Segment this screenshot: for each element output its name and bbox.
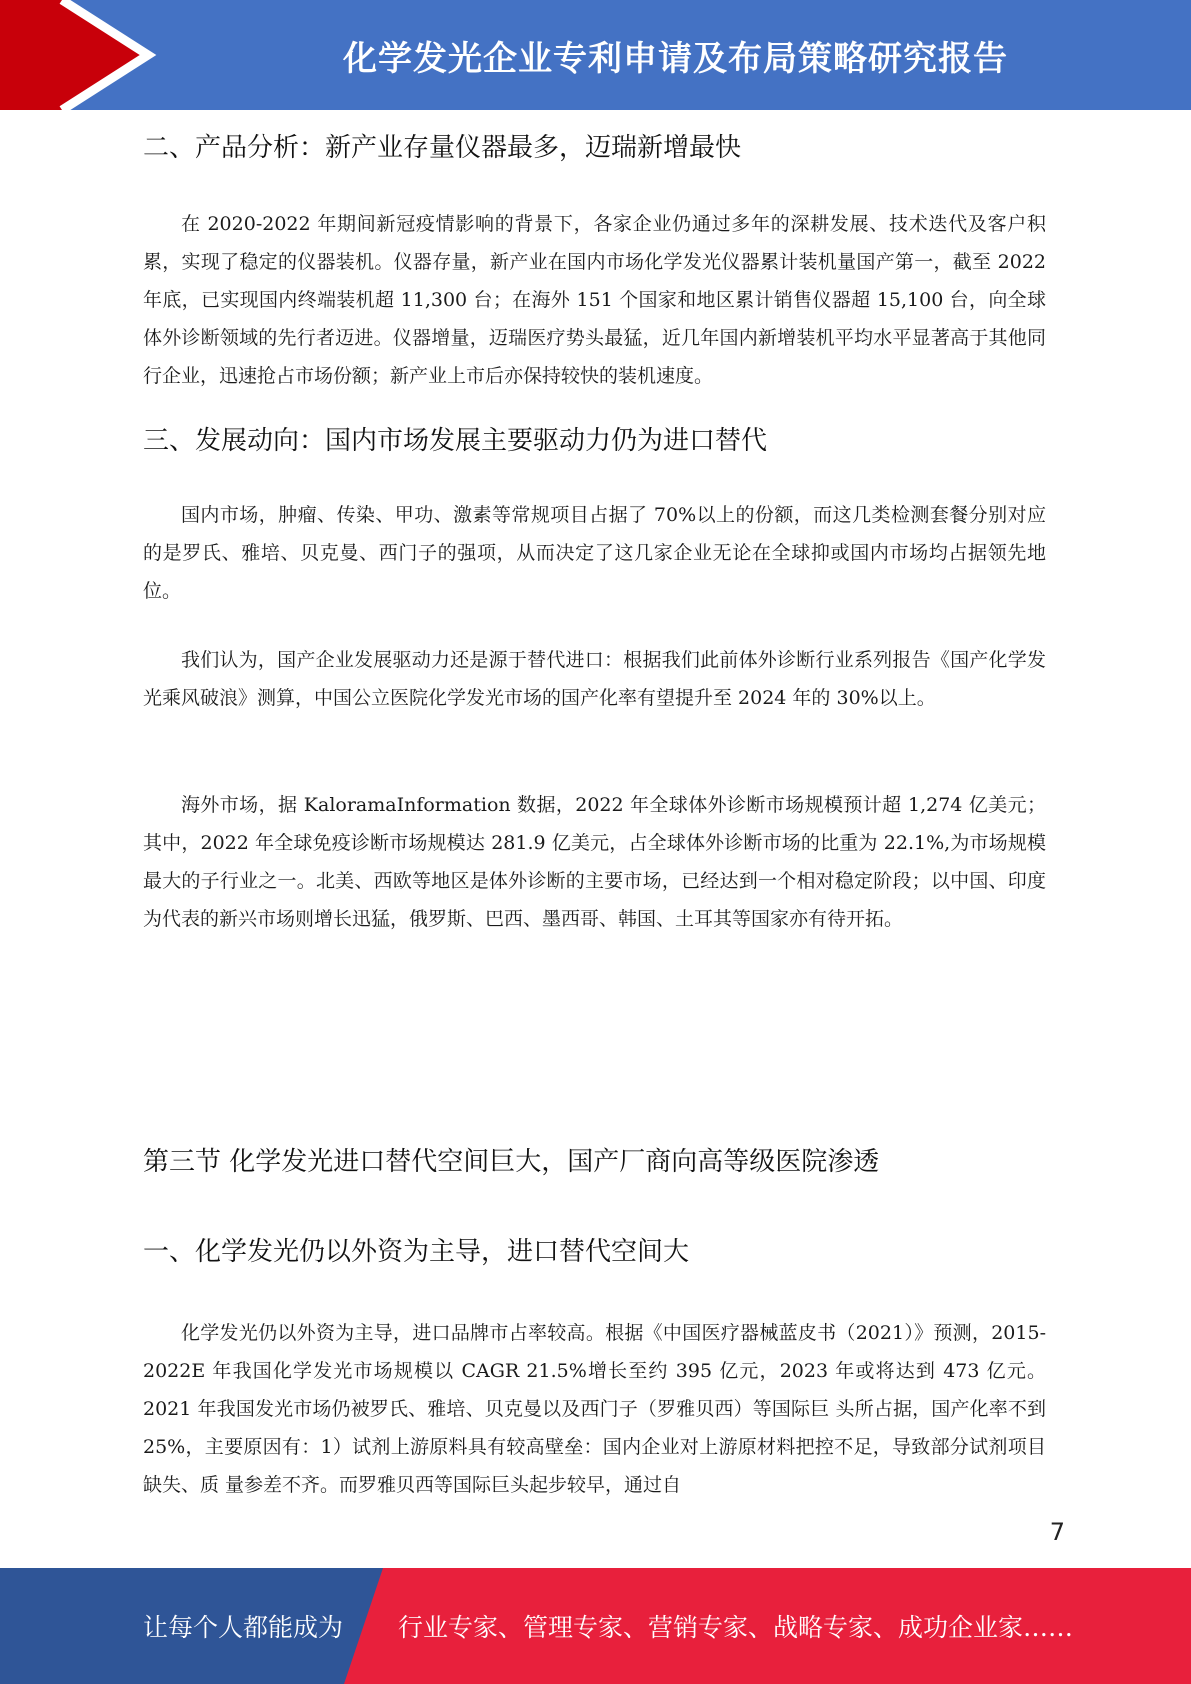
footer-slogan-right: 行业专家、管理专家、营销专家、战略专家、成功企业家…… <box>398 1613 1074 1642</box>
page-number: 7 <box>1049 1518 1065 1546</box>
paragraph: 我们认为，国产企业发展驱动力还是源于替代进口：根据我们此前体外诊断行业系列报告《国产化学发光乘风破浪》测算，中国公立医院化学发光市场的国产化率有望提升至 2024 年的 30%以上。 <box>143 649 1046 709</box>
footer-slogan-left: 让每个人都能成为 <box>143 1613 344 1642</box>
red-arrow-emblem <box>0 0 170 110</box>
section-body-development-trend-2 <box>143 641 1046 717</box>
paragraph: 国内市场，肿瘤、传染、甲功、激素等常规项目占据了 70%以上的份额，而这几类检测套餐分别对应的是罗氏、雅培、贝克曼、西门子的强项，从而决定了这几家企业无论在全球抑或国内市场均占据领先地位。 <box>143 504 1046 602</box>
section-body-development-trend <box>143 496 1046 610</box>
paragraph: 在 2020-2022 年期间新冠疫情影响的背景下，各家企业仍通过多年的深耕发展、技术迭代及客户积累，实现了稳定的仪器装机。仪器存量，新产业在国内市场化学发光仪器累计装机量国产第一，截至 2022 年底，已实现国内终端装机超 11,300 台；在海外 151 个国家和地区累计销售仪器超 15,100 台，向全球体外诊断领域的先行者迈进。仪器增量，迈瑞医疗势头最猛，近几年国内新增装机平均水平显著高于其他同行企业，迅速抢占市场份额；新产业上市后亦保持较快的装机速度。 <box>143 213 1046 387</box>
paragraph: 海外市场，据 KaloramaInformation 数据，2022 年全球体外诊断市场规模预计超 1,274 亿美元；其中，2022 年全球免疫诊断市场规模达 281.9 亿美元，占全球体外诊断市场的比重为 22.1%,为市场规模最大的子行业之一。北美、西欧等地区是体外诊断的主要市场，已经达到一个相对稳定阶段；以中国、印度为代表的新兴市场则增长迅猛，俄罗斯、巴西、墨西哥、韩国、土耳其等国家亦有待开拓。 <box>143 794 1046 930</box>
section-heading-product-analysis: 二、产品分析：新产业存量仪器最多，迈瑞新增最快 <box>143 133 742 163</box>
section-body-import-substitution <box>143 1314 1046 1504</box>
section-body-development-trend-3 <box>143 786 1046 938</box>
paragraph: 化学发光仍以外资为主导，进口品牌市占率较高。根据《中国医疗器械蓝皮书（2021）》预测，2015-2022E 年我国化学发光市场规模以 CAGR 21.5%增长至约 395 亿元，2023 年或将达到 473 亿元。2021 年我国发光市场仍被罗氏、雅培、贝克曼以及西门子（罗雅贝西）等国际巨 头所占据，国产化率不到 25%，主要原因有：1）试剂上游原料具有较高壁垒：国内企业对上游原材料把控不足，导致部分试剂项目缺失、质 量参差不齐。而罗雅贝西等国际巨头起步较早，通过自 <box>143 1322 1046 1496</box>
page-footer <box>0 1568 1191 1684</box>
section-heading-import-substitution: 一、化学发光仍以外资为主导，进口替代空间大 <box>143 1237 690 1267</box>
page-header <box>0 0 1191 110</box>
section-body-product-analysis <box>143 205 1046 395</box>
report-title: 化学发光企业专利申请及布局策略研究报告 <box>343 38 1008 79</box>
section-heading-development-trend: 三、发展动向：国内市场发展主要驱动力仍为进口替代 <box>143 426 768 456</box>
chapter-heading-section-three: 第三节 化学发光进口替代空间巨大，国产厂商向高等级医院渗透 <box>143 1147 880 1177</box>
